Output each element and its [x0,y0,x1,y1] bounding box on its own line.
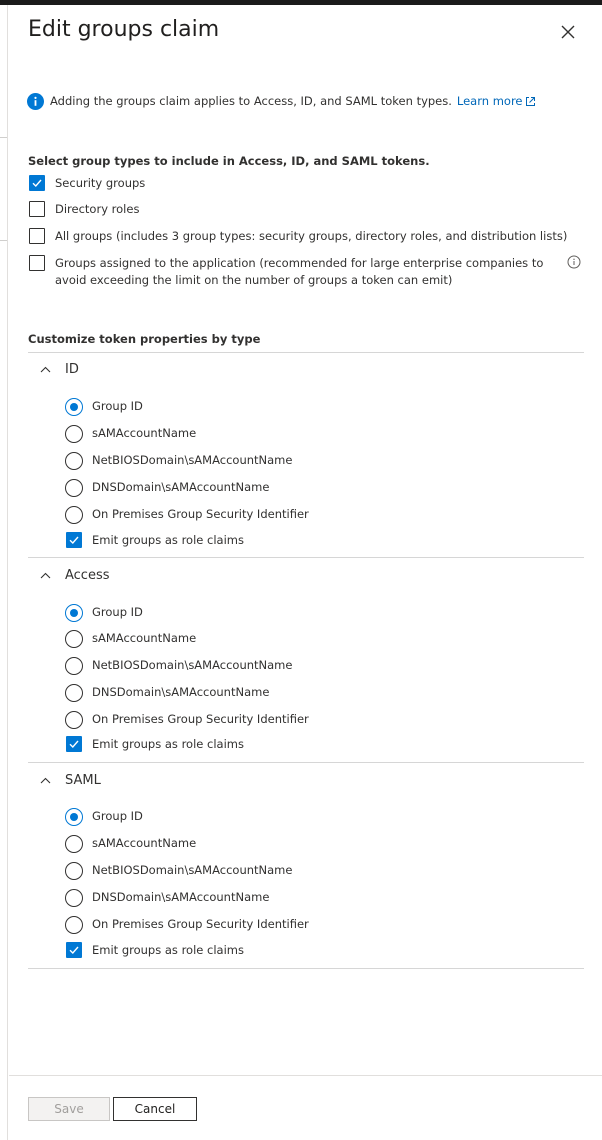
radio-circle [65,835,83,853]
divider [28,762,584,763]
divider [28,352,584,353]
checkbox-box [29,175,45,191]
checkbox-box [66,736,82,752]
checkbox-box [29,201,45,217]
radio-circle [65,630,83,648]
learn-more-link[interactable]: Learn more [457,94,536,108]
checkmark-icon [68,738,80,750]
id-samaccountname-radio[interactable]: sAMAccountName [65,425,196,443]
access-dnsdomain-radio[interactable]: DNSDomain\sAMAccountName [65,684,269,702]
panel-title: Edit groups claim [28,17,220,42]
access-emit-role-claims-checkbox[interactable]: Emit groups as role claims [66,736,244,753]
info-text: Adding the groups claim applies to Access, ID, and SAML token types. [50,94,452,108]
footer-divider [9,1075,602,1076]
checkmark-icon [68,534,80,546]
radio-circle [65,916,83,934]
groups-assigned-to-application-checkbox[interactable]: Groups assigned to the application (recommended for large enterprise companies to avoid exceeding the limit on the number of groups a token can emit) [29,255,555,289]
checkmark-icon [31,177,43,189]
checkbox-box [66,942,82,958]
background-blade-edge [0,5,8,1140]
checkmark-icon [68,944,80,956]
group-types-heading: Select group types to include in Access, ID, and SAML tokens. [28,154,430,168]
radio-circle [65,452,83,470]
radio-circle [65,398,83,416]
radio-circle [65,425,83,443]
all-groups-checkbox[interactable]: All groups (includes 3 group types: security groups, directory roles, and distribution lists) [29,228,567,245]
customize-heading: Customize token properties by type [28,332,261,346]
chevron-up-icon [40,777,51,784]
radio-circle [65,479,83,497]
radio-circle [65,862,83,880]
radio-circle [65,889,83,907]
close-icon [555,19,581,45]
id-on-premises-sid-radio[interactable]: On Premises Group Security Identifier [65,506,309,524]
cancel-button[interactable]: Cancel [113,1097,197,1121]
saml-emit-role-claims-checkbox[interactable]: Emit groups as role claims [66,942,244,959]
access-group-id-radio[interactable]: Group ID [65,604,143,622]
id-group-id-radio[interactable]: Group ID [65,398,143,416]
edit-groups-claim-panel [9,5,602,1140]
saml-group-id-radio[interactable]: Group ID [65,808,143,826]
radio-circle [65,711,83,729]
saml-on-premises-sid-radio[interactable]: On Premises Group Security Identifier [65,916,309,934]
id-group-header[interactable]: ID [40,362,79,377]
checkbox-box [29,228,45,244]
info-tooltip-icon[interactable] [567,255,581,269]
checkbox-box [29,255,45,271]
divider [28,968,584,969]
info-message [27,91,536,111]
save-button[interactable]: Save [28,1097,110,1121]
directory-roles-checkbox[interactable]: Directory roles [29,201,139,218]
radio-circle [65,657,83,675]
saml-dnsdomain-radio[interactable]: DNSDomain\sAMAccountName [65,889,269,907]
access-netbiosdomain-radio[interactable]: NetBIOSDomain\sAMAccountName [65,657,292,675]
radio-circle [65,506,83,524]
radio-circle [65,684,83,702]
saml-group-header[interactable]: SAML [40,773,101,788]
access-on-premises-sid-radio[interactable]: On Premises Group Security Identifier [65,711,309,729]
security-groups-checkbox[interactable]: Security groups [29,175,145,192]
radio-circle [65,604,83,622]
close-button[interactable] [555,19,581,45]
checkbox-box [66,532,82,548]
external-link-icon [525,96,536,107]
saml-netbiosdomain-radio[interactable]: NetBIOSDomain\sAMAccountName [65,862,292,880]
id-dnsdomain-radio[interactable]: DNSDomain\sAMAccountName [65,479,269,497]
access-group-header[interactable]: Access [40,568,110,583]
access-samaccountname-radio[interactable]: sAMAccountName [65,630,196,648]
chevron-up-icon [40,366,51,373]
id-netbiosdomain-radio[interactable]: NetBIOSDomain\sAMAccountName [65,452,292,470]
saml-samaccountname-radio[interactable]: sAMAccountName [65,835,196,853]
id-emit-role-claims-checkbox[interactable]: Emit groups as role claims [66,532,244,549]
chevron-up-icon [40,572,51,579]
info-icon [27,93,44,110]
radio-circle [65,808,83,826]
divider [28,557,584,558]
